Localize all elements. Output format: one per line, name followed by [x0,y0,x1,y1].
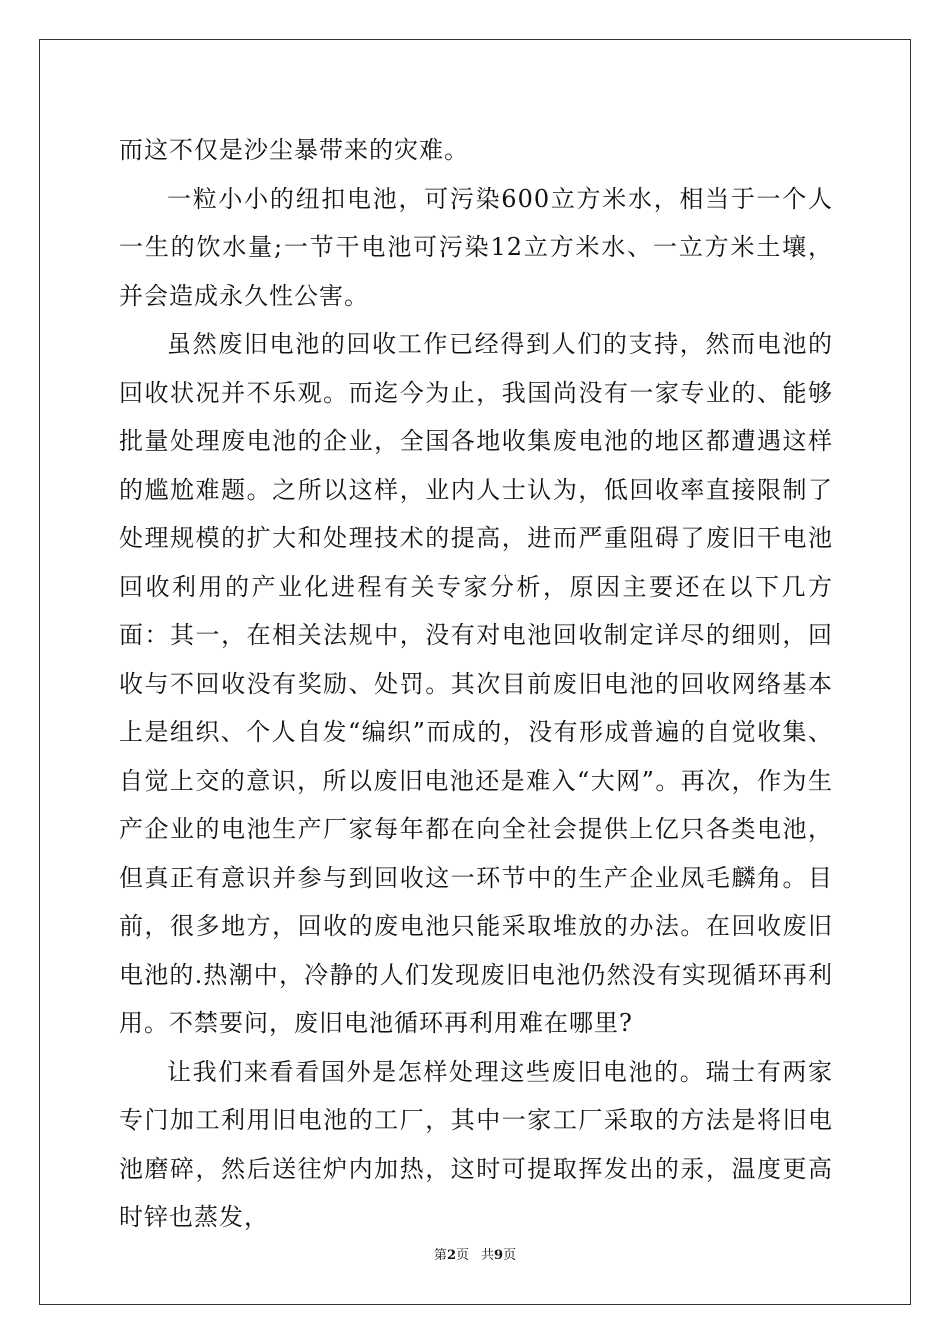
total-label-suffix: 页 [503,1248,517,1263]
page-footer [0,1244,950,1263]
paragraph-3: 虽然废旧电池的回收工作已经得到人们的支持，然而电池的回收状况并不乐观。而迄今为止，我国尚没有一家专业的、能够批量处理废电池的企业，全国各地收集废电池的地区都遭遇这样的尴尬难题。之所以这样，业内人士认为，低回收率直接限制了处理规模的扩大和处理技术的提高，进而严重阻碍了废旧干电池回收利用的产业化进程有关专家分析，原因主要还在以下几方面：其一，在相关法规中，没有对电池回收制定详尽的细则，回收与不回收没有奖励、处罚。其次目前废旧电池的回收网络基本上是组织、个人自发“编织”而成的，没有形成普遍的自觉收集、自觉上交的意识，所以废旧电池还是难入“大网”。再次，作为生产企业的电池生产厂家每年都在向全社会提供上亿只各类电池，但真正有意识并参与到回收这一环节中的生产企业凤毛麟角。目前，很多地方，回收的废电池只能采取堆放的办法。在回收废旧电池的.热潮中，冷静的人们发现废旧电池仍然没有实现循环再利用。不禁要问，废旧电池循环再利用难在哪里? [119,330,833,1037]
total-pages: 9 [494,1248,504,1263]
page-label-suffix: 页 [455,1248,469,1263]
page-number: 2 [446,1248,456,1263]
page-label-prefix: 第 [433,1248,447,1263]
paragraph-2: 一粒小小的纽扣电池，可污染600立方米水，相当于一个人一生的饮水量;一节干电池可污染12立方米水、一立方米土壤，并会造成永久性公害。 [119,184,833,310]
document-body [119,126,833,1242]
paragraph-1: 而这不仅是沙尘暴带来的灾难。 [119,136,469,164]
paragraph-4: 让我们来看看国外是怎样处理这些废旧电池的。瑞士有两家专门加工利用旧电池的工厂，其中一家工厂采取的方法是将旧电池磨碎，然后送往炉内加热，这时可提取挥发出的汞，温度更高时锌也蒸发， [119,1057,833,1231]
total-label-prefix: 共 [481,1248,495,1263]
